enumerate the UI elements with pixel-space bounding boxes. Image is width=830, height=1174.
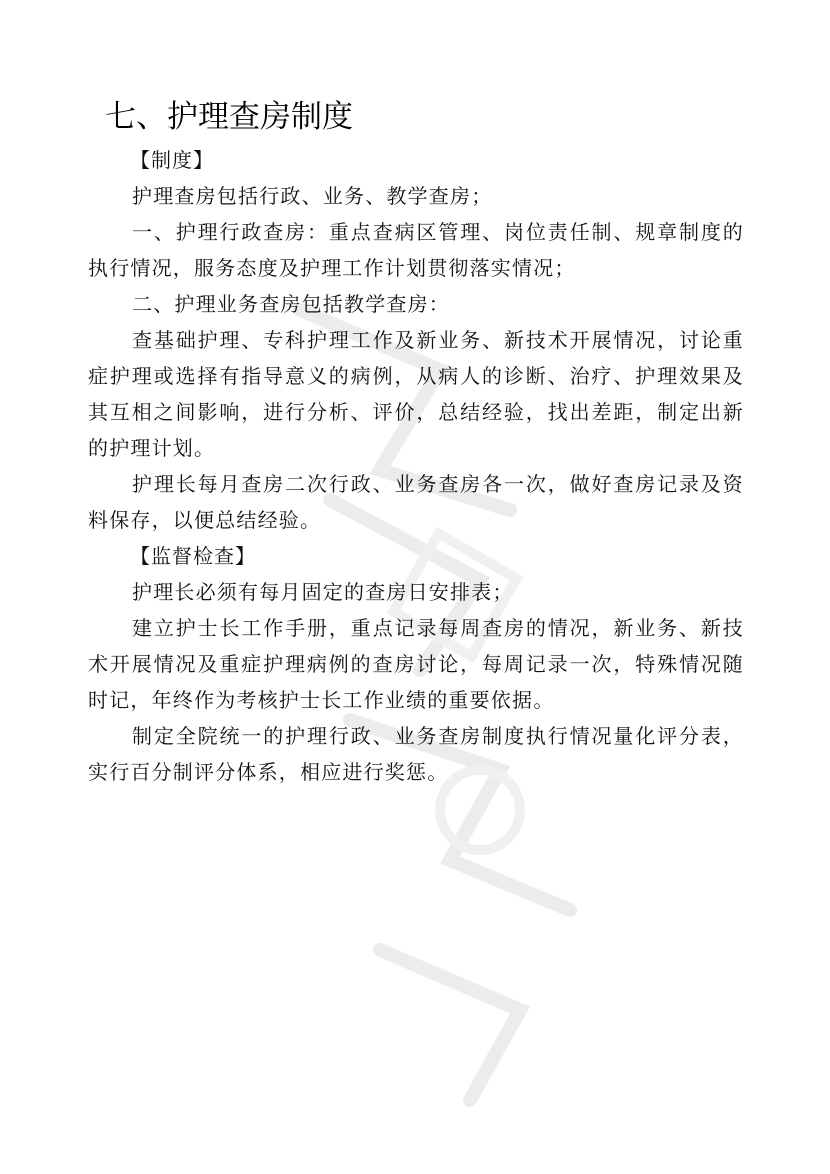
business-round-detail: 查基础护理、专科护理工作及新业务、新技术开展情况，讨论重症护理或选择有指导意义的病例，从病人的诊断、治疗、护理效果及其互相之间影响，进行分析、评价，总结经验，找出差距，制定出新的护理计划。 [88, 328, 744, 460]
business-round-paragraph: 二、护理业务查房包括教学查房： [132, 292, 450, 316]
intro-paragraph: 护理查房包括行政、业务、教学查房； [132, 184, 493, 208]
supervision-heading: 【监督检查】 [130, 544, 256, 568]
admin-round-paragraph: 一、护理行政查房：重点查病区管理、岗位责任制、规章制度的执行情况，服务态度及护理工作计划贯彻落实情况； [88, 220, 744, 280]
document-body [88, 92, 744, 790]
supervision-item-schedule: 护理长必须有每月固定的查房日安排表； [132, 580, 514, 604]
page-title: 七、护理查房制度 [105, 99, 353, 135]
frequency-paragraph: 护理长每月查房二次行政、业务查房各一次，做好查房记录及资料保存，以便总结经验。 [88, 472, 744, 532]
supervision-item-handbook: 建立护士长工作手册，重点记录每周查房的情况，新业务、新技术开展情况及重症护理病例的查房讨论，每周记录一次，特殊情况随时记，年终作为考核护士长工作业绩的重要依据。 [88, 616, 744, 712]
supervision-item-scoring: 制定全院统一的护理行政、业务查房制度执行情况量化评分表，实行百分制评分体系，相应进行奖惩。 [88, 724, 744, 784]
rules-heading: 【制度】 [130, 148, 214, 172]
